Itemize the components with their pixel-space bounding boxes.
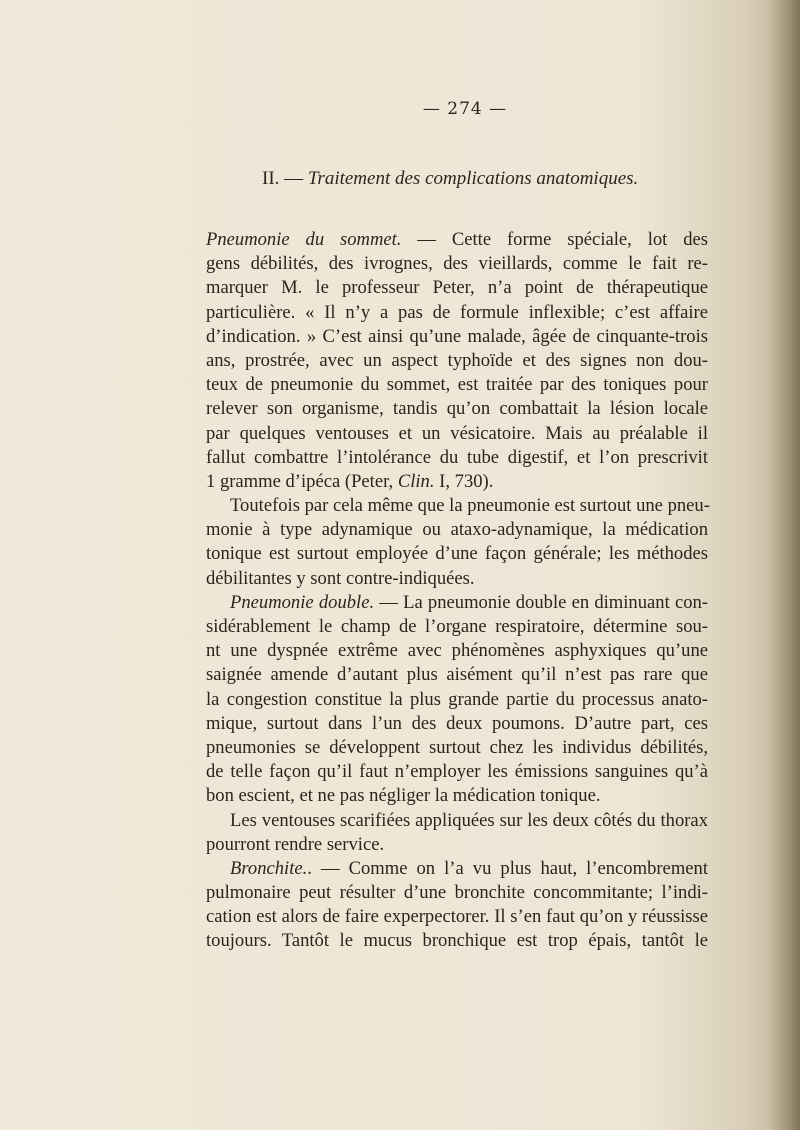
text-line <box>206 591 708 615</box>
text-line <box>206 857 708 881</box>
text-line <box>206 252 708 276</box>
line-text: ans, prostrée, avec un aspect typhoïde et des signes non dou- <box>206 349 708 371</box>
text-line <box>206 349 708 373</box>
line-text: relever son organisme, tandis qu’on combattait la lésion locale <box>206 398 708 420</box>
text-line <box>206 784 708 808</box>
line-text: particulière. « Il n’y a pas de formule inflexible; c’est affaire <box>206 301 708 323</box>
text-line <box>206 833 708 857</box>
body-text <box>206 228 708 954</box>
run-in-heading: Bronchite. <box>230 857 308 879</box>
line-text: d’indication. » C’est ainsi qu’une malade, âgée de cinquante-trois <box>206 325 708 347</box>
line-text: . — Comme on l’a vu plus haut, l’encombrement <box>307 857 708 879</box>
line-text: cation est alors de faire experpectorer. Il s’en faut qu’on y réussisse <box>206 906 708 928</box>
text-line <box>206 228 708 252</box>
text-line <box>206 397 708 421</box>
line-text: pourront rendre service. <box>206 833 385 855</box>
text-line <box>206 470 708 494</box>
text-line <box>206 639 708 663</box>
line-text: mique, surtout dans l’un des deux poumons. D’autre part, ces <box>206 712 708 734</box>
run-in-heading: Pneumonie du sommet. <box>206 229 402 250</box>
page-number: — 274 — <box>422 99 508 119</box>
text-line <box>206 905 708 929</box>
text-line <box>206 881 708 905</box>
text-line <box>206 446 708 470</box>
text-line <box>206 301 708 325</box>
text-line <box>206 688 708 712</box>
line-text: bon escient, et ne pas négliger la médication tonique. <box>206 785 601 807</box>
text-line <box>206 276 708 300</box>
line-text: toujours. Tantôt le mucus bronchique est trop épais, tantôt le <box>206 930 708 952</box>
text-line <box>206 518 708 542</box>
line-text: — La pneumonie double en diminuant con- <box>374 591 708 613</box>
run-in-heading: Pneumonie double. <box>230 591 375 613</box>
citation-italic: Clin. <box>397 470 435 492</box>
text-line <box>206 760 708 784</box>
line-text: tonique est surtout employée d’une façon générale; les méthodes <box>206 543 708 565</box>
section-heading <box>262 168 638 190</box>
line-text: marquer M. le professeur Peter, n’a point de thérapeutique <box>206 277 708 299</box>
line-text: la congestion constitue la plus grande partie du processus anato- <box>206 688 708 710</box>
line-text: pulmonaire peut résulter d’une bronchite concommitante; l’indi- <box>206 882 708 904</box>
spine-shadow <box>768 0 800 1130</box>
line-text: nt une dyspnée extrême avec phénomènes asphyxiques qu’une <box>206 640 708 662</box>
line-text: fallut combattre l’intolérance du tube digestif, et l’on prescrivit <box>206 446 708 468</box>
text-line <box>206 663 708 687</box>
text-line <box>206 567 708 591</box>
section-heading-prefix: II. — <box>262 168 308 189</box>
text-line <box>206 712 708 736</box>
text-line <box>206 736 708 760</box>
line-text: par quelques ventouses et un vésicatoire. Mais au préalable il <box>206 422 708 444</box>
line-text: saignée amende d’autant plus aisément qu’il n’est pas rare que <box>206 664 708 686</box>
line-text: débilitantes y sont contre-indiquées. <box>206 567 475 589</box>
line-text: — Cette forme spéciale, lot des <box>401 229 708 250</box>
line-text: pneumonies se développent surtout chez les individus débilités, <box>206 736 708 758</box>
text-line <box>206 929 708 953</box>
text-line <box>206 325 708 349</box>
text-line <box>206 494 708 518</box>
text-line <box>206 809 708 833</box>
line-text: sidérablement le champ de l’organe respiratoire, détermine sou- <box>206 616 708 637</box>
line-text: gens débilités, des ivrognes, des vieillards, comme le fait re- <box>206 253 708 275</box>
section-heading-title: Traitement des complications anatomiques. <box>307 168 639 189</box>
text-line <box>206 615 708 639</box>
text-line <box>206 542 708 566</box>
line-text: 1 gramme d’ipéca (Peter, <box>206 470 398 492</box>
line-text: Les ventouses scarifiées appliquées sur les deux côtés du thorax <box>230 809 708 831</box>
line-text: teux de pneumonie du sommet, est traitée par des toniques pour <box>206 374 708 396</box>
text-line <box>206 373 708 397</box>
line-text: Toutefois par cela même que la pneumonie est surtout une pneu- <box>230 495 710 517</box>
line-text: monie à type adynamique ou ataxo-adynamique, la médication <box>206 519 708 541</box>
text-line <box>206 422 708 446</box>
line-text: de telle façon qu’il faut n’employer les émissions sanguines qu’à <box>206 761 708 783</box>
line-tail: I, 730). <box>434 470 494 492</box>
